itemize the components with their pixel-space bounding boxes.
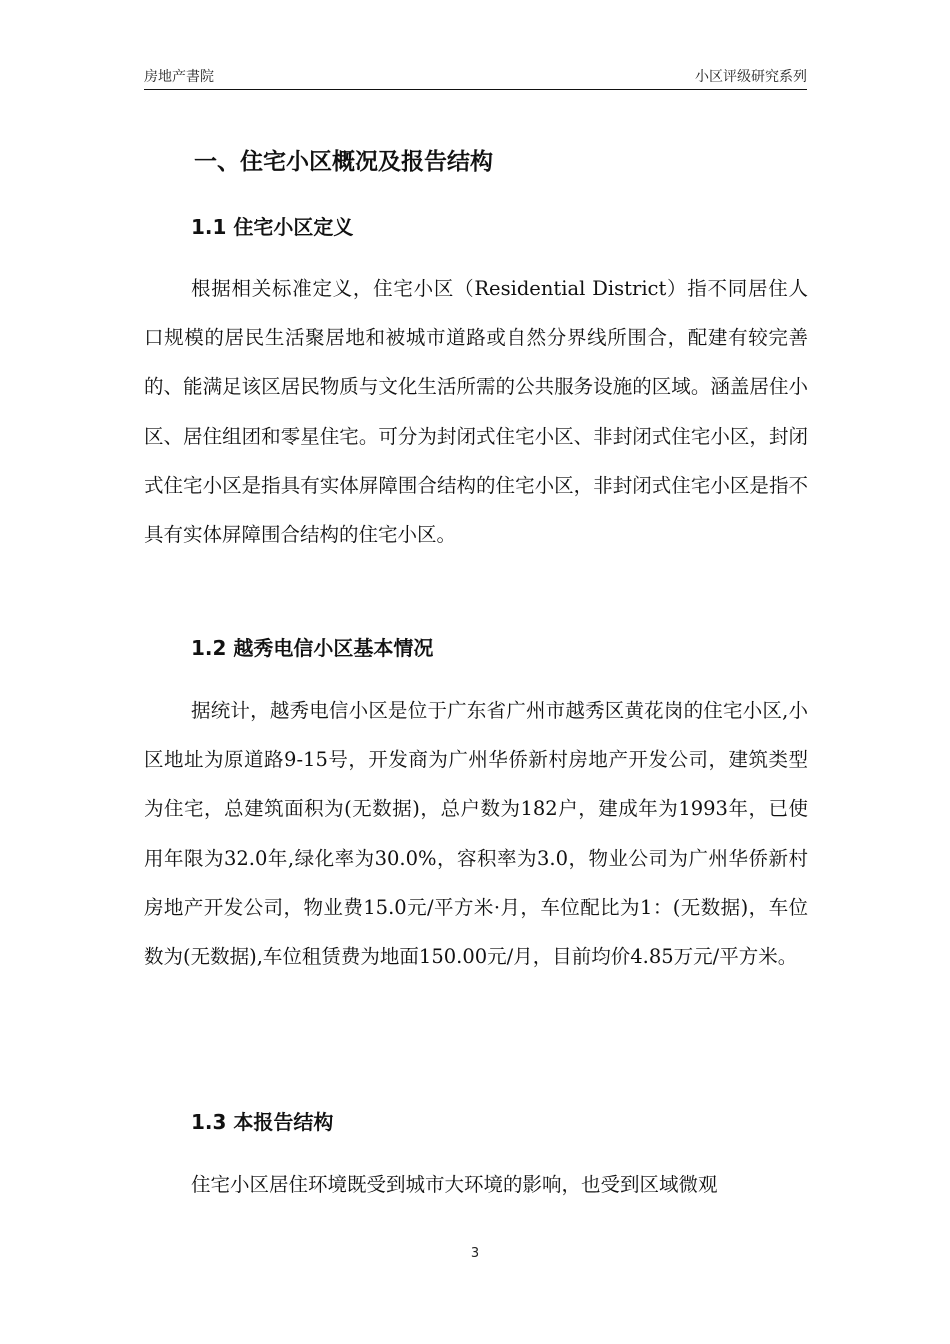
header-divider — [144, 89, 807, 90]
section-paragraph-1-2: 据统计，越秀电信小区是位于广东省广州市越秀区黄花岗的住宅小区,小区地址为原道路9-15号，开发商为广州华侨新村房地产开发公司，建筑类型为住宅，总建筑面积为(无数据)，总户数为182户，建成年为1993年，已使用年限为32.0年,绿化率为30.0%，容积率为3.0，物业公司为广州华侨新村房地产开发公司，物业费15.0元/平方米·月，车位配比为1：(无数据)，车位数为(无数据),车位租赁费为地面150.00元/月，目前均价4.85万元/平方米。 — [144, 699, 808, 969]
section-heading-1-1: 1.1 住宅小区定义 — [191, 215, 354, 239]
section-heading-1-3: 1.3 本报告结构 — [191, 1110, 334, 1134]
section-paragraph-1-3: 住宅小区居住环境既受到城市大环境的影响，也受到区域微观 — [191, 1173, 718, 1196]
header-left-title: 房地产書院 — [144, 69, 214, 85]
chapter-title: 一、住宅小区概况及报告结构 — [194, 149, 493, 175]
section-heading-1-2: 1.2 越秀电信小区基本情况 — [191, 636, 434, 660]
header-right-series: 小区评级研究系列 — [695, 69, 807, 85]
section-paragraph-1-1: 根据相关标准定义，住宅小区（Residential District）指不同居住人口规模的居民生活聚居地和被城市道路或自然分界线所围合，配建有较完善的、能满足该区居民物质与文化生活所需的公共服务设施的区域。涵盖居住小区、居住组团和零星住宅。可分为封闭式住宅小区、非封闭式住宅小区，封闭式住宅小区是指具有实体屏障围合结构的住宅小区，非封闭式住宅小区是指不具有实体屏障围合结构的住宅小区。 — [144, 277, 808, 547]
page-number: 3 — [470, 1246, 480, 1261]
